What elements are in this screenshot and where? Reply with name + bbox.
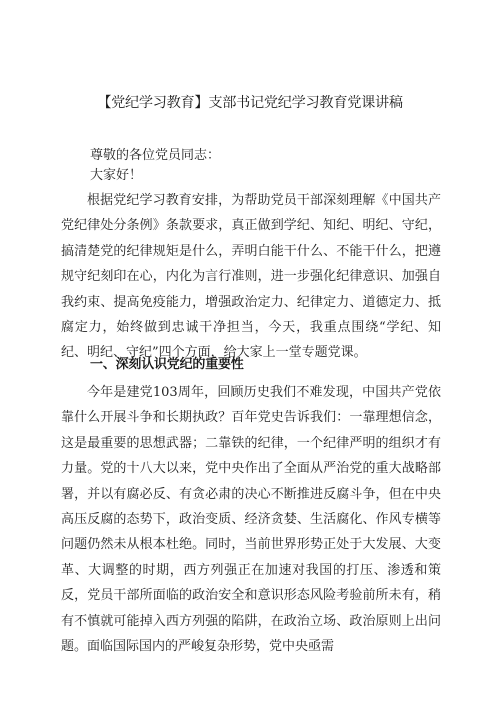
document-title: 【党纪学习教育】支部书记党纪学习教育党课讲稿 <box>97 95 403 111</box>
section-paragraph: 今年是建党103周年，回顾历史我们不难发现，中国共产党依靠什么开展斗争和长期执政？百年党史告诉我们：一靠理想信念，这是最重要的思想武器；二靠铁的纪律，一个纪律严明的组织才有力量。党的十八大以来，党中央作出了全面从严治党的重大战略部署，并以有腐必反、有贪必肃的决心不断推进反腐斗争，但在中央高压反腐的态势下，政治变质、经济贪婪、生活腐化、作风专横等问题仍然未从根本杜绝。同时，当前世界形势正处于大发展、大变革、大调整的时期，西方列强正在加速对我国的打压、渗透和策反，党员干部所面临的政治安全和意识形态风险考验前所未有，稍有不慎就可能掉入西方列强的陷阱，在政治立场、政治原则上出问题。面临国际国内的严峻复杂形势，党中央亟需 <box>61 385 441 655</box>
salutation: 尊敬的各位党员同志： <box>90 148 221 163</box>
section-heading: 一、深刻认识党纪的重要性 <box>90 357 244 372</box>
greeting: 大家好！ <box>90 168 143 183</box>
intro-paragraph: 根据党纪学习教育安排，为帮助党员干部深刻理解《中国共产党纪律处分条例》条款要求，真正做到学纪、知纪、明纪、守纪，搞清楚党的纪律规矩是什么，弄明白能干什么、不能干什么，把遵规守纪刻印在心，内化为言行准则，进一步强化纪律意识、加强自我约束、提高免疫能力，增强政治定力、纪律定力、道德定力、抵腐定力，始终做到忠诚干净担当，今天，我重点围绕“学纪、知纪、明纪、守纪”四个方面，给大家上一堂专题党课。 <box>61 193 441 361</box>
